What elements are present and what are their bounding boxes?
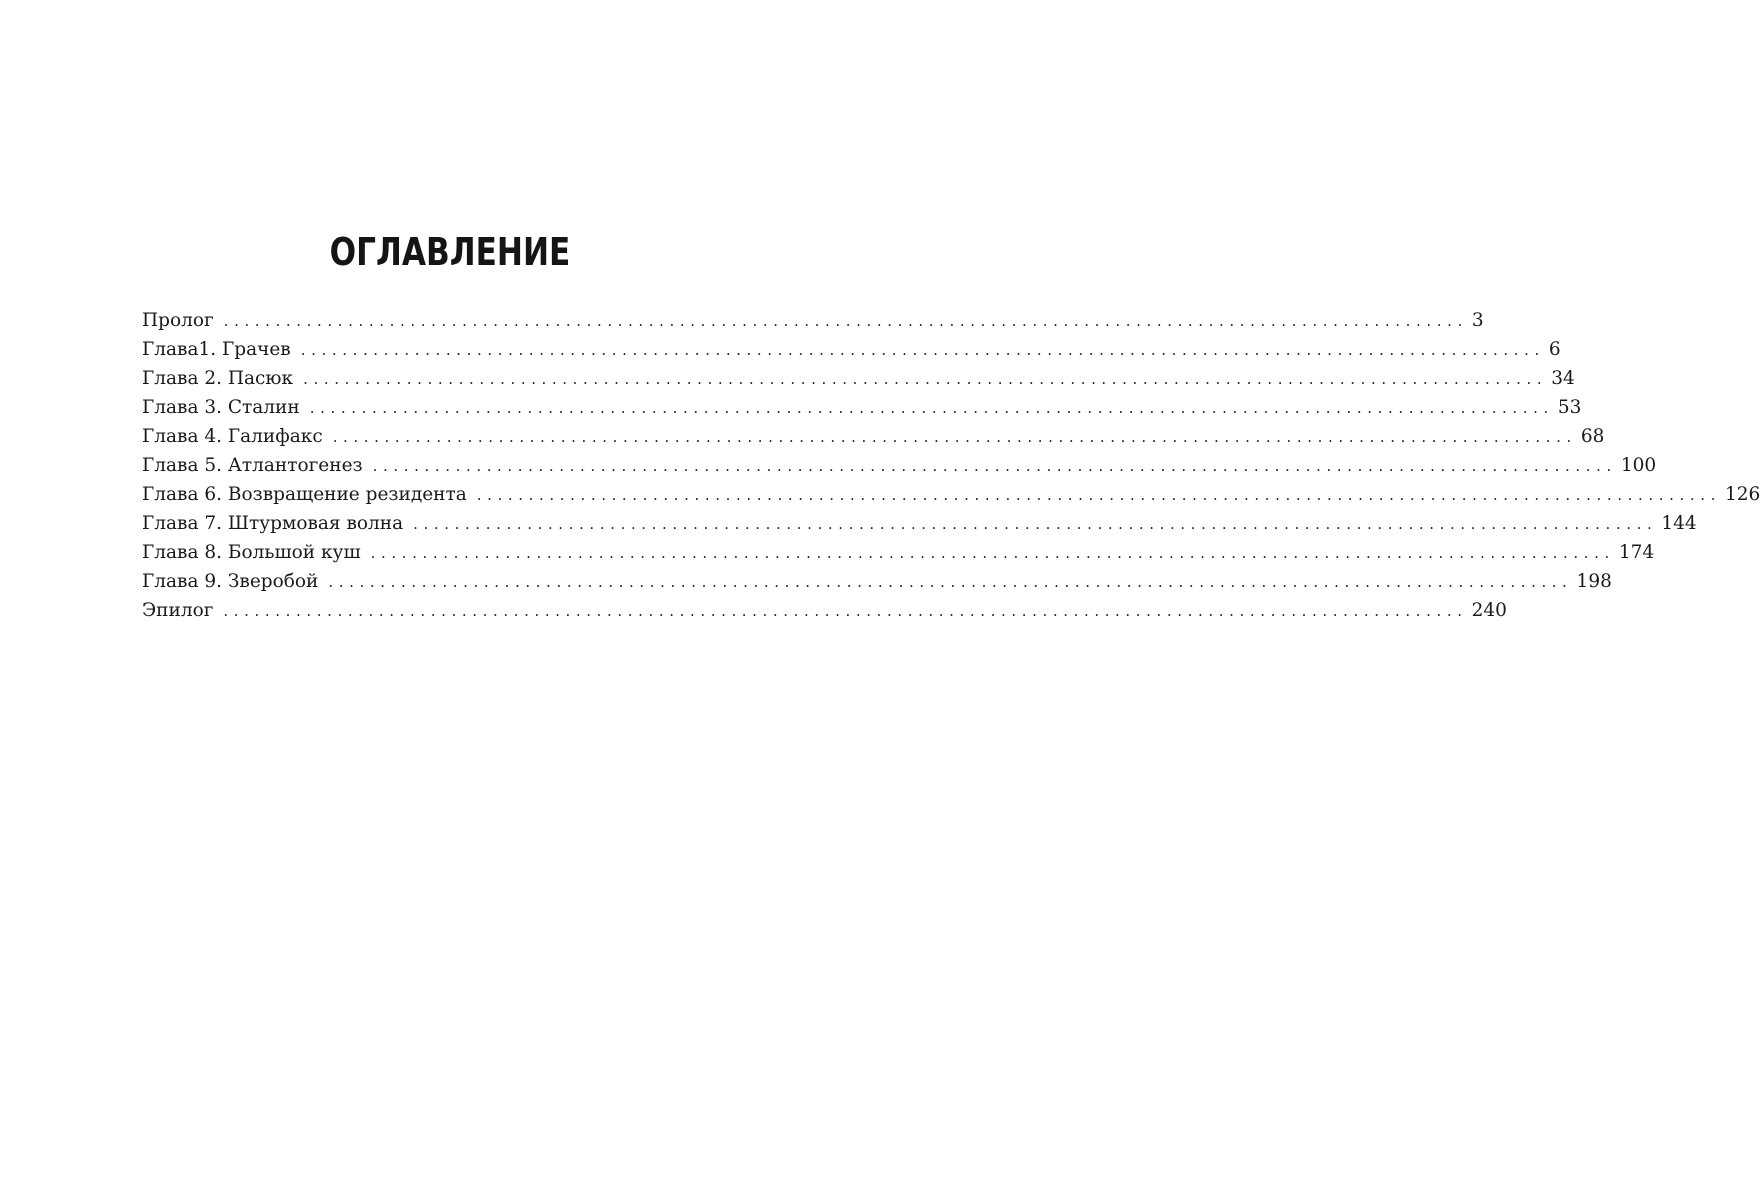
toc-leader-dots: ........................................................................................................................	[328, 573, 1573, 591]
toc-entry-label: Глава 2. Пасюк	[142, 368, 294, 389]
toc-entry-label: Глава 4. Галифакс	[142, 426, 323, 447]
toc-entry	[142, 509, 1697, 538]
toc-entry	[142, 596, 1507, 625]
toc-entry-page: 6	[1548, 339, 1561, 360]
toc-entry	[142, 306, 1484, 335]
toc-entry	[142, 364, 1575, 393]
toc-leader-dots: ........................................................................................................................	[309, 399, 1554, 417]
toc-entry	[142, 335, 1561, 364]
toc-entry-label: Глава 6. Возвращение резидента	[142, 484, 467, 505]
toc-entry	[142, 422, 1605, 451]
toc-leader-dots: ........................................................................................................................	[413, 515, 1658, 533]
toc-entry	[142, 451, 1657, 480]
toc-entry-label: Глава 7. Штурмовая волна	[142, 513, 404, 534]
toc-entry-label: Глава 3. Сталин	[142, 397, 300, 418]
toc-entry-label: Глава 5. Атлантогенез	[142, 455, 363, 476]
toc-leader-dots: ........................................................................................................................	[332, 428, 1577, 446]
page-title: ОГЛАВЛЕНИЕ	[329, 230, 571, 274]
toc-leader-dots: ........................................................................................................................	[303, 370, 1548, 388]
toc-entry-label: Глава1. Грачев	[142, 339, 291, 360]
toc-leader-dots: ........................................................................................................................	[300, 341, 1545, 359]
toc-entry-page: 68	[1580, 426, 1605, 447]
toc-entry-page: 53	[1557, 397, 1582, 418]
toc-entry	[142, 538, 1655, 567]
toc-entry-label: Глава 8. Большой куш	[142, 542, 361, 563]
toc-leader-dots: ........................................................................................................................	[223, 602, 1468, 620]
toc-entry	[142, 393, 1582, 422]
toc-leader-dots: ........................................................................................................................	[223, 312, 1468, 330]
toc-leader-dots: ........................................................................................................................	[372, 457, 1617, 475]
toc-entry-label: Пролог	[142, 310, 214, 331]
toc-entry	[142, 480, 1760, 509]
toc-entry-page: 240	[1471, 600, 1507, 621]
toc-entry-label: Эпилог	[142, 600, 214, 621]
toc-leader-dots: ........................................................................................................................	[370, 544, 1615, 562]
toc-entry-page: 144	[1661, 513, 1697, 534]
toc-entry-label: Глава 9. Зверобой	[142, 571, 319, 592]
toc-entry-page: 100	[1620, 455, 1657, 476]
toc-entry-page: 34	[1551, 368, 1575, 389]
toc-entry-page: 126	[1724, 484, 1760, 505]
toc-leader-dots: ........................................................................................................................	[476, 486, 1721, 504]
toc-entry-page: 174	[1618, 542, 1655, 563]
toc-entry-page: 198	[1576, 571, 1612, 592]
toc-entry	[142, 567, 1612, 596]
table-of-contents	[142, 306, 1760, 625]
toc-entry-page: 3	[1471, 310, 1484, 331]
